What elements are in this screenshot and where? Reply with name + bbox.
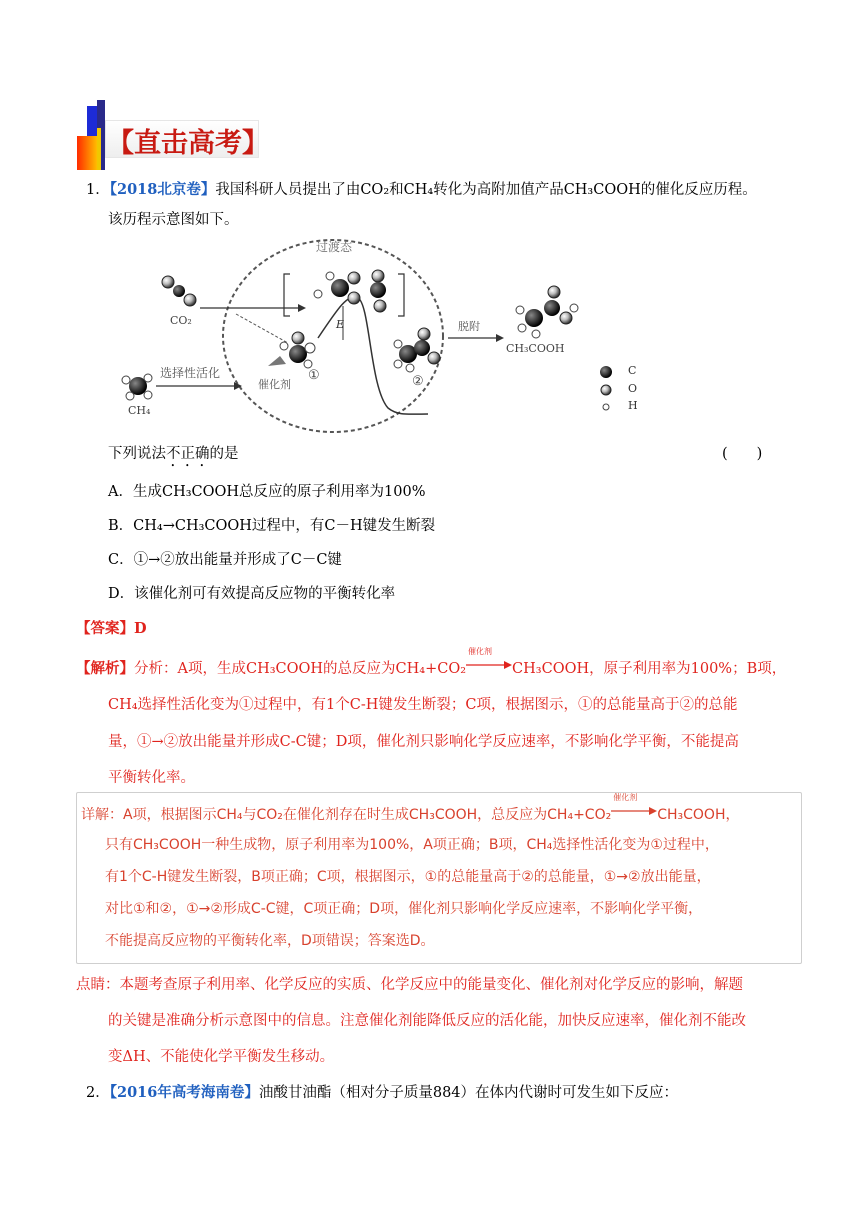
question-number: 1． bbox=[86, 182, 110, 198]
label-desorption: 脱附 bbox=[458, 320, 480, 333]
detail-line-5: 不能提高反应物的平衡转化率，D项错误；答案选D。 bbox=[105, 933, 435, 949]
label-product: CH₃COOH bbox=[506, 342, 565, 355]
catalyst-arrow-label: 催化剂 bbox=[468, 647, 493, 656]
label-step-2: ② bbox=[412, 374, 424, 389]
label-energy: E bbox=[336, 318, 345, 331]
prompt-emphasis: 不正确 bbox=[166, 446, 210, 462]
reaction-diagram bbox=[108, 238, 648, 436]
question-1-stem-2: 该历程示意图如下。 bbox=[108, 212, 239, 228]
analysis-line-3: 量，①→②放出能量并形成C-C键；D项，催化剂只影响化学反应速率，不影响化学平衡，不能提高 bbox=[108, 734, 739, 750]
catalyst-arrow bbox=[466, 647, 512, 671]
analysis-text: CH₃COOH，原子利用率为100%；B项， bbox=[512, 661, 787, 677]
label-ch4: CH₄ bbox=[128, 404, 151, 417]
logo-decor bbox=[77, 136, 99, 170]
answer-blank: ( ) bbox=[722, 446, 763, 462]
label-co2: CO₂ bbox=[170, 314, 192, 327]
label-selective-activation: 选择性活化 bbox=[160, 366, 221, 380]
legend-carbon bbox=[600, 366, 612, 378]
intermediate-2 bbox=[394, 328, 440, 372]
question-source: 【2016年高考海南卷】 bbox=[109, 1084, 259, 1101]
ch4-molecule bbox=[122, 374, 152, 400]
logo-decor bbox=[97, 128, 101, 170]
option-b: B．CH₄→CH₃COOH过程中，有C－H键发生断裂 bbox=[108, 518, 436, 534]
intermediate-1 bbox=[268, 332, 315, 368]
detail-catalyst-arrow bbox=[611, 793, 657, 817]
question-prompt bbox=[108, 444, 239, 470]
product-molecule bbox=[516, 286, 578, 338]
legend-label-h: H bbox=[628, 399, 638, 412]
analysis-line-2: CH₄选择性活化变为①过程中，有1个C-H键发生断裂；C项，根据图示，①的总能量高于②的总能 bbox=[108, 697, 738, 713]
legend-hydrogen bbox=[603, 404, 609, 410]
detail-text: 详解：A项，根据图示CH₄与CO₂在催化剂存在时生成CH₃COOH，总反应为CH₄+CO₂ bbox=[81, 807, 612, 823]
detail-box bbox=[76, 792, 802, 964]
option-a: A．生成CH₃COOH总反应的原子利用率为100% bbox=[108, 484, 426, 500]
question-source: 【2018北京卷】 bbox=[109, 181, 216, 198]
note-line-2: 的关键是准确分析示意图中的信息。注意催化剂能降低反应的活化能，加快反应速率，催化剂不能改 bbox=[108, 1013, 746, 1029]
reaction-diagram-svg bbox=[108, 238, 648, 436]
label-step-1: ① bbox=[308, 368, 320, 383]
prompt-text-end: 的是 bbox=[209, 446, 239, 462]
question-text: 油酸甘油酯（相对分子质量884）在体内代谢时可发生如下反应： bbox=[258, 1085, 679, 1101]
analysis-tag: 【解析】 bbox=[76, 660, 134, 677]
answer-line bbox=[76, 619, 147, 639]
answer-tag: 【答案】 bbox=[76, 620, 134, 637]
legend-oxygen bbox=[601, 385, 611, 395]
legend-label-o: O bbox=[628, 382, 638, 395]
analysis-text: 分析：A项，生成CH₃COOH的总反应为CH₄+CO₂ bbox=[134, 661, 467, 677]
option-d: D．该催化剂可有效提高反应物的平衡转化率 bbox=[108, 586, 396, 602]
reaction-boundary bbox=[223, 240, 443, 432]
note-line-3: 变ΔH、不能使化学平衡发生移动。 bbox=[108, 1049, 335, 1065]
label-catalyst: 催化剂 bbox=[258, 378, 291, 391]
question-1-stem bbox=[86, 180, 757, 200]
section-logo bbox=[77, 100, 269, 170]
legend-label-c: C bbox=[628, 364, 637, 377]
detail-line-3: 有1个C-H键发生断裂，B项正确；C项，根据图示，①的总能量高于②的总能量，①→②放出能量， bbox=[105, 869, 711, 885]
detail-text: CH₃COOH， bbox=[657, 807, 740, 823]
note-line-1: 点睛：本题考查原子利用率、化学反应的实质、化学反应中的能量变化、催化剂对化学反应的影响，解题 bbox=[76, 977, 743, 993]
transition-state-molecule bbox=[314, 270, 386, 312]
logo-text: 【直击高考】 bbox=[107, 128, 269, 159]
question-2-stem bbox=[86, 1083, 678, 1103]
detail-line-1 bbox=[81, 793, 740, 825]
co2-molecule bbox=[162, 276, 196, 306]
analysis-line-1 bbox=[76, 647, 787, 679]
answer-value: D bbox=[134, 620, 147, 637]
detail-arrow-label: 催化剂 bbox=[613, 793, 638, 802]
detail-line-4: 对比①和②，①→②形成C-C键，C项正确；D项，催化剂只影响化学反应速率，不影响化学平衡， bbox=[105, 901, 703, 917]
detail-line-2: 只有CH₃COOH一种生成物，原子利用率为100%，A项正确；B项，CH₄选择性活化变为①过程中， bbox=[105, 837, 719, 853]
analysis-line-4: 平衡转化率。 bbox=[108, 770, 195, 786]
label-transition-state: 过渡态 bbox=[316, 240, 353, 254]
question-number: 2． bbox=[86, 1085, 110, 1101]
prompt-text: 下列说法 bbox=[108, 446, 166, 462]
question-text: 我国科研人员提出了由CO₂和CH₄转化为高附加值产品CH₃COOH的催化反应历程。 bbox=[215, 182, 757, 198]
option-c: C．①→②放出能量并形成了C－C键 bbox=[108, 552, 342, 568]
